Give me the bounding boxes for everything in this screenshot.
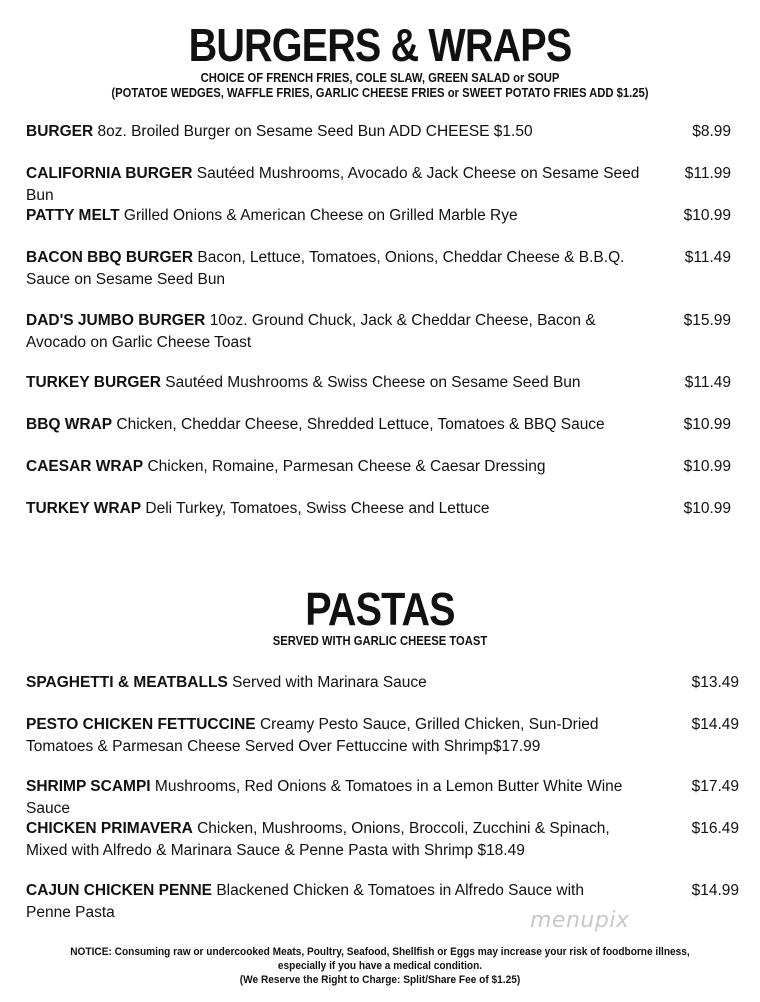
item-name: CALIFORNIA BURGER: [26, 165, 193, 182]
item-name: SHRIMP SCAMPI: [26, 778, 151, 795]
item-name: SPAGHETTI & MEATBALLS: [26, 674, 228, 691]
item-price: $11.49: [684, 249, 731, 266]
item-description: Chicken, Romaine, Parmesan Cheese & Caesar Dressing: [147, 458, 546, 475]
menu-item: [26, 372, 666, 394]
pastas-title: PASTAS: [305, 583, 455, 635]
item-price: $13.49: [691, 674, 739, 691]
item-description: Served with Marinara Sauce: [232, 674, 427, 691]
item-name: BACON BBQ BURGER: [26, 249, 194, 266]
item-price: $17.49: [691, 778, 739, 795]
item-name: PATTY MELT: [26, 207, 120, 224]
item-price: $14.99: [691, 882, 739, 899]
watermark-logo: menupix: [530, 908, 630, 933]
menu-item: [26, 672, 666, 694]
burgers-subtitle: CHOICE OF FRENCH FRIES, COLE SLAW, GREEN SALAD or SOUP: [200, 71, 560, 85]
burgers-subtitle-sides: (POTATOE WEDGES, WAFFLE FRIES, GARLIC CHEESE FRIES or SWEET POTATO FRIES ADD $1.25): [111, 86, 649, 100]
item-price: $11.49: [684, 374, 731, 391]
item-description: Deli Turkey, Tomatoes, Swiss Cheese and Lettuce: [145, 500, 490, 517]
item-description: Chicken, Cheddar Cheese, Shredded Lettuce, Tomatoes & BBQ Sauce: [116, 416, 605, 433]
item-name: BURGER: [26, 123, 94, 140]
notice-line-3: (We Reserve the Right to Charge: Split/Share Fee of $1.25): [239, 974, 521, 986]
item-description: 10oz. Ground Chuck, Jack & Cheddar Cheese, Bacon & Avocado on Garlic Cheese Toast: [26, 312, 596, 351]
item-name: CAJUN CHICKEN PENNE: [26, 882, 213, 899]
menu-item: [26, 121, 666, 143]
item-description: Mushrooms, Red Onions & Tomatoes in a Lemon Butter White Wine Sauce: [26, 778, 623, 817]
menu-item: [26, 714, 651, 758]
item-price: $10.99: [683, 416, 731, 433]
menu-item: [26, 414, 666, 436]
item-description: Bacon, Lettuce, Tomatoes, Onions, Cheddar Cheese & B.B.Q. Sauce on Sesame Seed Bun: [26, 249, 625, 288]
item-description: Sautéed Mushrooms & Swiss Cheese on Sesame Seed Bun: [165, 374, 581, 391]
item-description: Chicken, Mushrooms, Onions, Broccoli, Zucchini & Spinach, Mixed with Alfredo & Marinara Sauce & Penne Pasta with Shrimp $18.49: [26, 820, 610, 859]
menu-item: [26, 205, 666, 227]
item-price: $10.99: [683, 458, 731, 475]
menu-item: [26, 163, 666, 207]
item-name: PESTO CHICKEN FETTUCCINE: [26, 716, 256, 733]
pastas-subtitle: SERVED WITH GARLIC CHEESE TOAST: [272, 634, 488, 648]
item-price: $11.99: [684, 165, 731, 182]
item-description: Sautéed Mushrooms, Avocado & Jack Cheese on Sesame Seed Bun: [26, 165, 640, 204]
item-price: $16.49: [691, 820, 739, 837]
item-price: $15.99: [683, 312, 731, 329]
menu-item: [26, 310, 651, 354]
notice-line-1: NOTICE: Consuming raw or undercooked Meats, Poultry, Seafood, Shellfish or Eggs may increase your risk of foodborne illness,: [70, 946, 690, 958]
item-price: $10.99: [683, 500, 731, 517]
menu-item: [26, 776, 666, 820]
item-name: CHICKEN PRIMAVERA: [26, 820, 193, 837]
item-name: TURKEY BURGER: [26, 374, 161, 391]
item-name: DAD'S JUMBO BURGER: [26, 312, 206, 329]
item-description: Blackened Chicken & Tomatoes in Alfredo Sauce with Penne Pasta: [26, 882, 584, 921]
menu-item: [26, 456, 666, 478]
burgers-title: BURGERS & WRAPS: [188, 19, 572, 71]
item-name: BBQ WRAP: [26, 416, 113, 433]
item-price: $10.99: [683, 207, 731, 224]
notice-line-2: especially if you have a medical condition.: [277, 960, 483, 972]
item-description: 8oz. Broiled Burger on Sesame Seed Bun ADD CHEESE $1.50: [97, 123, 533, 140]
item-price: $8.99: [692, 123, 731, 140]
item-price: $14.49: [691, 716, 739, 733]
menu-item: [26, 498, 666, 520]
item-description: Creamy Pesto Sauce, Grilled Chicken, Sun-Dried Tomatoes & Parmesan Cheese Served Over Fettuccine with Shrimp$17.99: [26, 716, 599, 755]
menu-item: [26, 247, 626, 291]
item-name: TURKEY WRAP: [26, 500, 142, 517]
item-name: CAESAR WRAP: [26, 458, 144, 475]
menu-item: [26, 818, 611, 862]
item-description: Grilled Onions & American Cheese on Grilled Marble Rye: [123, 207, 518, 224]
